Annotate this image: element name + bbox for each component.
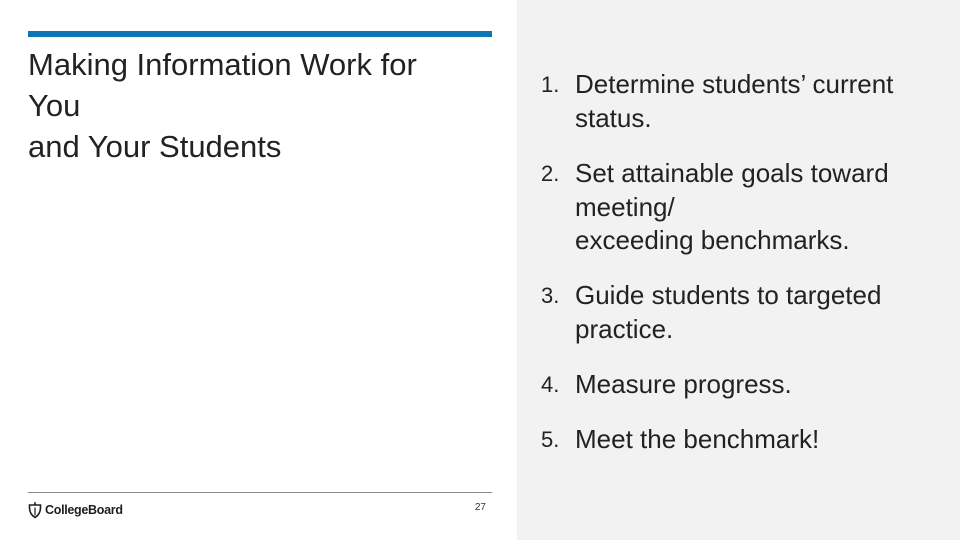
step-item: [541, 68, 941, 135]
step-text-line: practice.: [575, 313, 674, 344]
slide-title-line: You: [28, 88, 81, 123]
step-number: 2.: [541, 161, 560, 186]
step-text-line: Meet the benchmark!: [575, 424, 820, 454]
logo-text: CollegeBoard: [45, 503, 123, 517]
step-item: [541, 423, 941, 457]
slide-title: [28, 44, 498, 167]
step-text: [575, 157, 941, 258]
step-number: 5.: [541, 427, 560, 452]
slide-title-line: and Your Students: [28, 129, 282, 164]
acorn-icon: [28, 501, 42, 519]
step-text-line: Determine students’ current: [575, 69, 894, 99]
college-board-logo: [28, 501, 123, 519]
step-text: [575, 68, 941, 135]
step-text-line: meeting/: [575, 191, 675, 222]
step-item: [541, 279, 941, 346]
step-text: [575, 279, 941, 346]
step-text: [575, 368, 941, 402]
page-number: 27: [474, 502, 486, 513]
step-text-line: Guide students to targeted: [575, 280, 882, 310]
title-accent-bar: [28, 31, 492, 37]
step-number: 4.: [541, 372, 560, 397]
step-text-line: exceeding benchmarks.: [575, 225, 850, 255]
step-number: 1.: [541, 72, 560, 97]
step-text-line: Measure progress.: [575, 369, 792, 399]
step-number: 3.: [541, 283, 560, 308]
step-text-line: status.: [575, 102, 652, 133]
step-item: [541, 157, 941, 258]
slide-title-line: Making Information Work for: [28, 47, 417, 82]
step-item: [541, 368, 941, 402]
step-text: [575, 423, 941, 457]
step-text-line: Set attainable goals toward: [575, 158, 889, 188]
footer-divider: [28, 492, 492, 493]
